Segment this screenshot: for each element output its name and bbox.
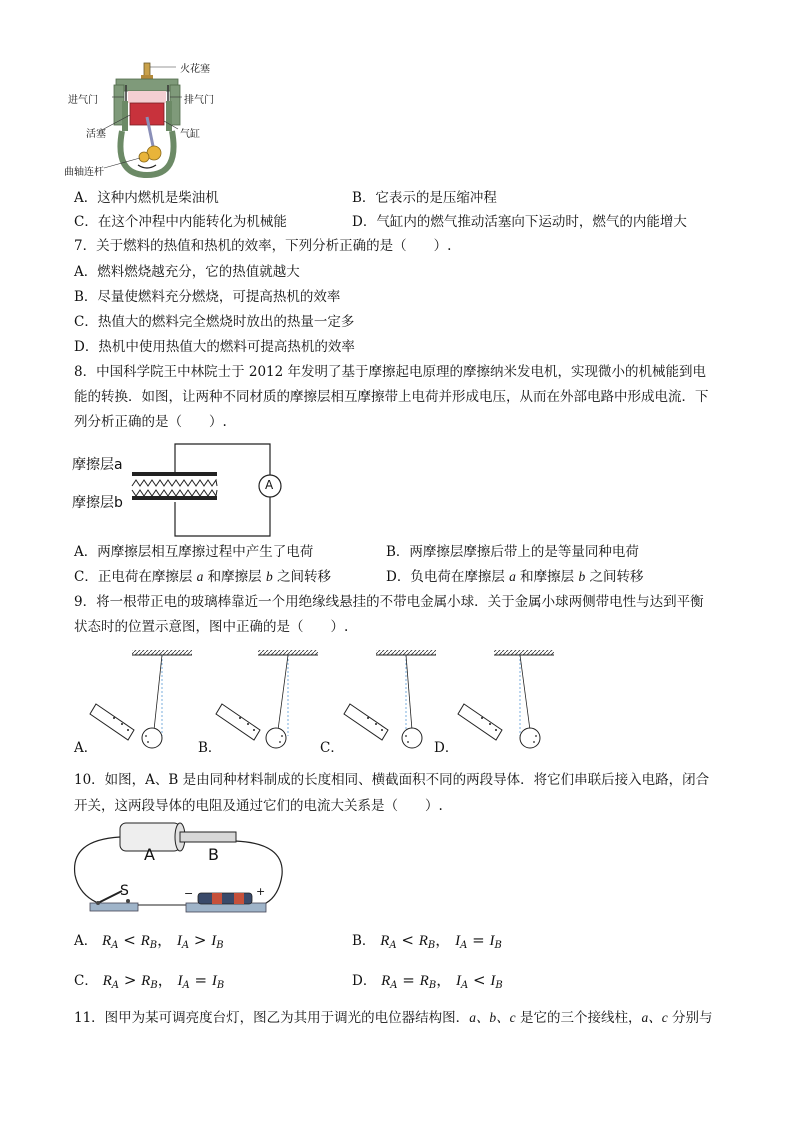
pendulum-a — [90, 650, 192, 748]
conductor-a-label: A — [144, 845, 155, 864]
q7-stem: 7．关于燃料的热值和热机的效率，下列分析正确的是（ ）. — [74, 238, 452, 254]
generator-figure — [70, 440, 290, 540]
pendulum-b — [216, 650, 318, 748]
q8-option-d — [386, 567, 644, 587]
q10-option-b: B． $R_A < R_B$， $I_A = I_B$ — [352, 931, 502, 951]
q10-option-d: D． $R_A = R_B$， $I_A < I_B$ — [352, 971, 503, 991]
conductor-circuit-figure — [70, 815, 290, 920]
battery-minus: − — [184, 887, 194, 900]
q11-stem: 11．图甲为某可调亮度台灯，图乙为其用于调光的电位器结构图．a、b、c 是它的三个接线柱，a、c 分别与 — [74, 1010, 713, 1026]
q8-c-mid: 和摩擦层 — [203, 569, 266, 585]
var-a: a — [196, 569, 204, 584]
label-cylinder: 气缸 — [180, 129, 200, 140]
q7-option-c: C．热值大的燃料完全燃烧时放出的热量一定多 — [74, 314, 355, 330]
q6-option-a: A．这种内燃机是柴油机 — [74, 190, 219, 206]
var-b: b — [265, 569, 273, 584]
pendulum-figures — [70, 644, 560, 756]
q8-stem-line1: 8．中国科学院王中林院士于 2012 年发明了基于摩擦起电原理的摩擦纳米发电机，实现微小的机械能到电 — [74, 364, 707, 380]
conductor-b-label: B — [208, 845, 219, 864]
q7-option-d: D．热机中使用热值大的燃料可提高热机的效率 — [74, 339, 355, 355]
q6-option-c: C．在这个冲程中内能转化为机械能 — [74, 214, 287, 230]
pendulum-label-d: D． — [434, 740, 459, 756]
q8-d-pre: D．负电荷在摩擦层 — [386, 569, 510, 585]
battery-plus: + — [256, 885, 266, 898]
q8-option-a: A．两摩擦层相互摩擦过程中产生了电荷 — [74, 544, 314, 560]
label-exhaust-valve: 排气门 — [184, 95, 214, 106]
pendulum-label-a: A． — [74, 740, 98, 756]
label-spark-plug: 火花塞 — [180, 64, 210, 75]
q8-stem-line2: 能的转换．如图，让两种不同材质的摩擦层相互摩擦带上电荷并形成电压，从而在外部电路中形成电流．下 — [74, 389, 709, 405]
q10-option-a: A． $R_A < R_B$， $I_A > I_B$ — [74, 931, 224, 951]
engine-figure — [64, 55, 234, 180]
layer-a-label: 摩擦层a — [72, 457, 123, 473]
q8-option-b: B．两摩擦层摩擦后带上的是等量同种电荷 — [386, 544, 639, 560]
var-a: a — [509, 569, 516, 584]
label-crank: 曲轴连杆 — [64, 167, 104, 178]
pendulum-label-c: C． — [320, 740, 344, 756]
conductor-circuit — [70, 815, 290, 920]
q8-option-c — [74, 567, 331, 587]
pendulum-d — [458, 650, 554, 748]
q7-option-b: B．尽量使燃料充分燃烧，可提高热机的效率 — [74, 289, 341, 305]
q6-option-d: D．气缸内的燃气推动活塞向下运动时，燃气的内能增大 — [352, 214, 687, 230]
q10-option-c: C． $R_A > R_B$， $I_A = I_B$ — [74, 971, 225, 991]
q6-option-b: B．它表示的是压缩冲程 — [352, 190, 497, 206]
q8-c-post: 之间转移 — [272, 569, 332, 585]
q9-stem-line1: 9．将一根带正电的玻璃棒靠近一个用绝缘线悬挂的不带电金属小球．关于金属小球两侧带电性与达到平衡 — [74, 594, 704, 610]
q9-stem-line2: 状态时的位置示意图，图中正确的是（ ）. — [74, 619, 349, 635]
q10-stem-line2: 开关，这两段导体的电阻及通过它们的电流大关系是（ ）. — [74, 798, 443, 814]
label-piston: 活塞 — [86, 129, 106, 140]
q8-d-mid: 和摩擦层 — [515, 569, 579, 585]
layer-b-label: 摩擦层b — [72, 495, 123, 511]
q8-stem-line3: 列分析正确的是（ ）. — [74, 414, 227, 430]
label-intake-valve: 进气门 — [68, 95, 98, 106]
ammeter-label: A — [265, 478, 274, 492]
switch-label: S — [120, 883, 129, 899]
pendulum-diagram — [70, 644, 560, 756]
q7-option-a: A．燃料燃烧越充分，它的热值就越大 — [74, 264, 300, 280]
q10-stem-line1: 10．如图，A、B 是由同种材料制成的长度相同、横截面积不同的两段导体．将它们串联后接入电路，闭合 — [74, 772, 710, 788]
q8-d-post: 之间转移 — [585, 569, 644, 585]
q8-c-pre: C．正电荷在摩擦层 — [74, 569, 197, 585]
pendulum-c — [344, 650, 436, 748]
pendulum-label-b: B． — [198, 740, 222, 756]
var-b: b — [578, 569, 586, 584]
